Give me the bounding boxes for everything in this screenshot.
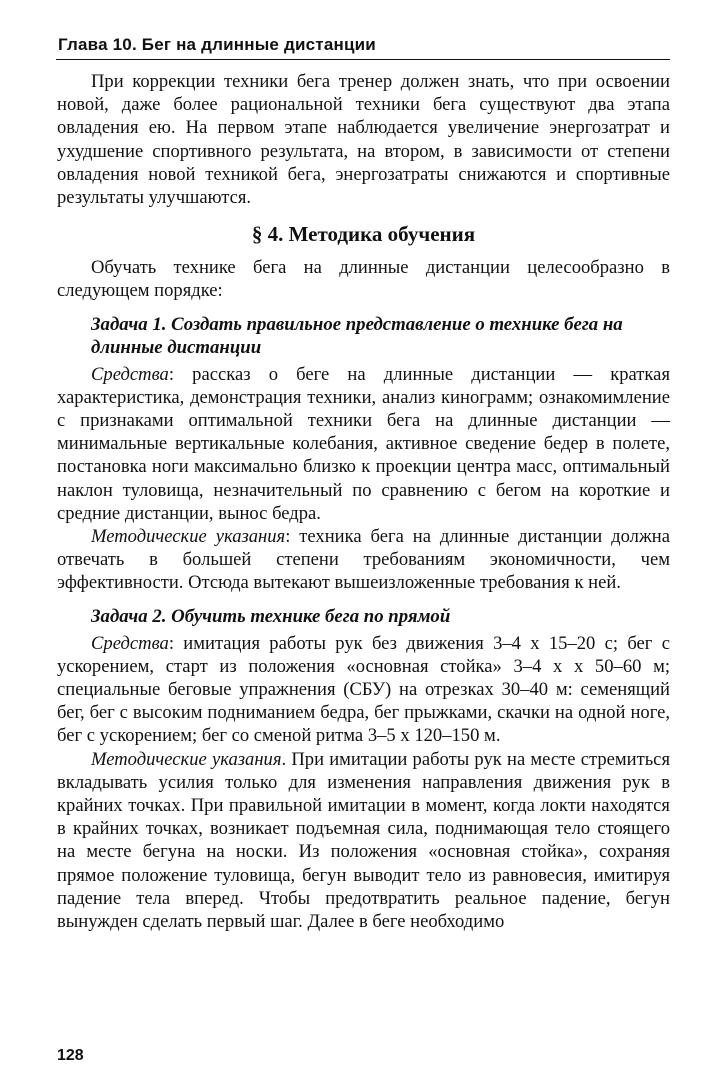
page-body [57,70,670,933]
task-2-means-text: : имитация работы рук без движения 3–4 х 15–20 с; бег с ускорением, старт из положения «основная стойка» 3–4 х х 50–60 м; специальные беговые упражнения (СБУ) на отрезках 30–40 м: семенящий бег, бег с высоким подниманием бедра, бег прыжками, скачки на одной ноге, бег с ускорением; бег со сменой ритма 3–5 х 120–150 м. [57,632,670,747]
running-header: Глава 10. Бег на длинные дистанции [58,35,376,54]
task-1-means-label: Средства [91,363,169,385]
task-1-notes-text: : техника бега на длинные дистанции должна отвечать в большей степени требованиям экономичности, чем эффективности. Отсюда вытекают вышеизложенные требования к ней. [57,526,670,594]
task-2-notes-paragraph [57,748,670,934]
section-title: § 4. Методика обучения [251,222,476,247]
task-1-means-text: : рассказ о беге на длинные дистанции — краткая характеристика, демонстрация техники, анализ кинограмм; ознакомимление с признаками оптимальной техники бега на длинные дистанции — минимальные вертикальные колебания, активное сведение бедер в полете, постановка ноги максимально близко к проекции центра масс, оптимальный наклон туловища, незначительный по сравнению с бегом на короткие и средние дистанции, вынос бедра. [57,363,670,524]
page-number: 128 [57,1047,84,1064]
section-lead-paragraph: Обучать технике бега на длинные дистанции целесообразно в следующем порядке: [57,257,670,302]
task-1-heading: Задача 1. Создать правильное представление о технике бега на длинные дистанции [91,313,623,358]
task-1-notes-label: Методические указания [91,526,286,548]
header-rule [56,59,670,60]
task-2-means-paragraph [57,632,670,748]
task-2-means-label: Средства [91,632,169,654]
task-2-notes-label: Методические указания [91,748,282,770]
task-1-means-paragraph [57,363,670,525]
task-2-notes-text: . При имитации работы рук на месте стремиться вкладывать усилия только для изменения направления движения рук в крайних точках. При правильной имитации в момент, когда локти находятся в крайних точках, возникает подъемная сила, поднимающая тело стоящего на месте бегуна на носки. Из положения «основная стойка», сохраняя прямое положение туловища, бегун выводит тело из равновесия, имитируя падение тела вперед. Чтобы предотвратить реальное падение, бегун вынужден сделать первый шаг. Далее в беге необходимо [57,748,670,933]
task-2-heading: Задача 2. Обучить технике бега по прямой [91,605,451,627]
intro-paragraph: При коррекции техники бега тренер должен знать, что при освоении новой, даже более рациональной техники бега существуют два этапа овладения ею. На первом этапе наблюдается увеличение энергозатрат и ухудшение спортивного результата, на втором, в зависимости от степени овладения новой техникой бега, энергозатраты снижаются и спортивные результаты улучшаются. [57,71,670,209]
task-1-notes-paragraph [57,525,670,595]
